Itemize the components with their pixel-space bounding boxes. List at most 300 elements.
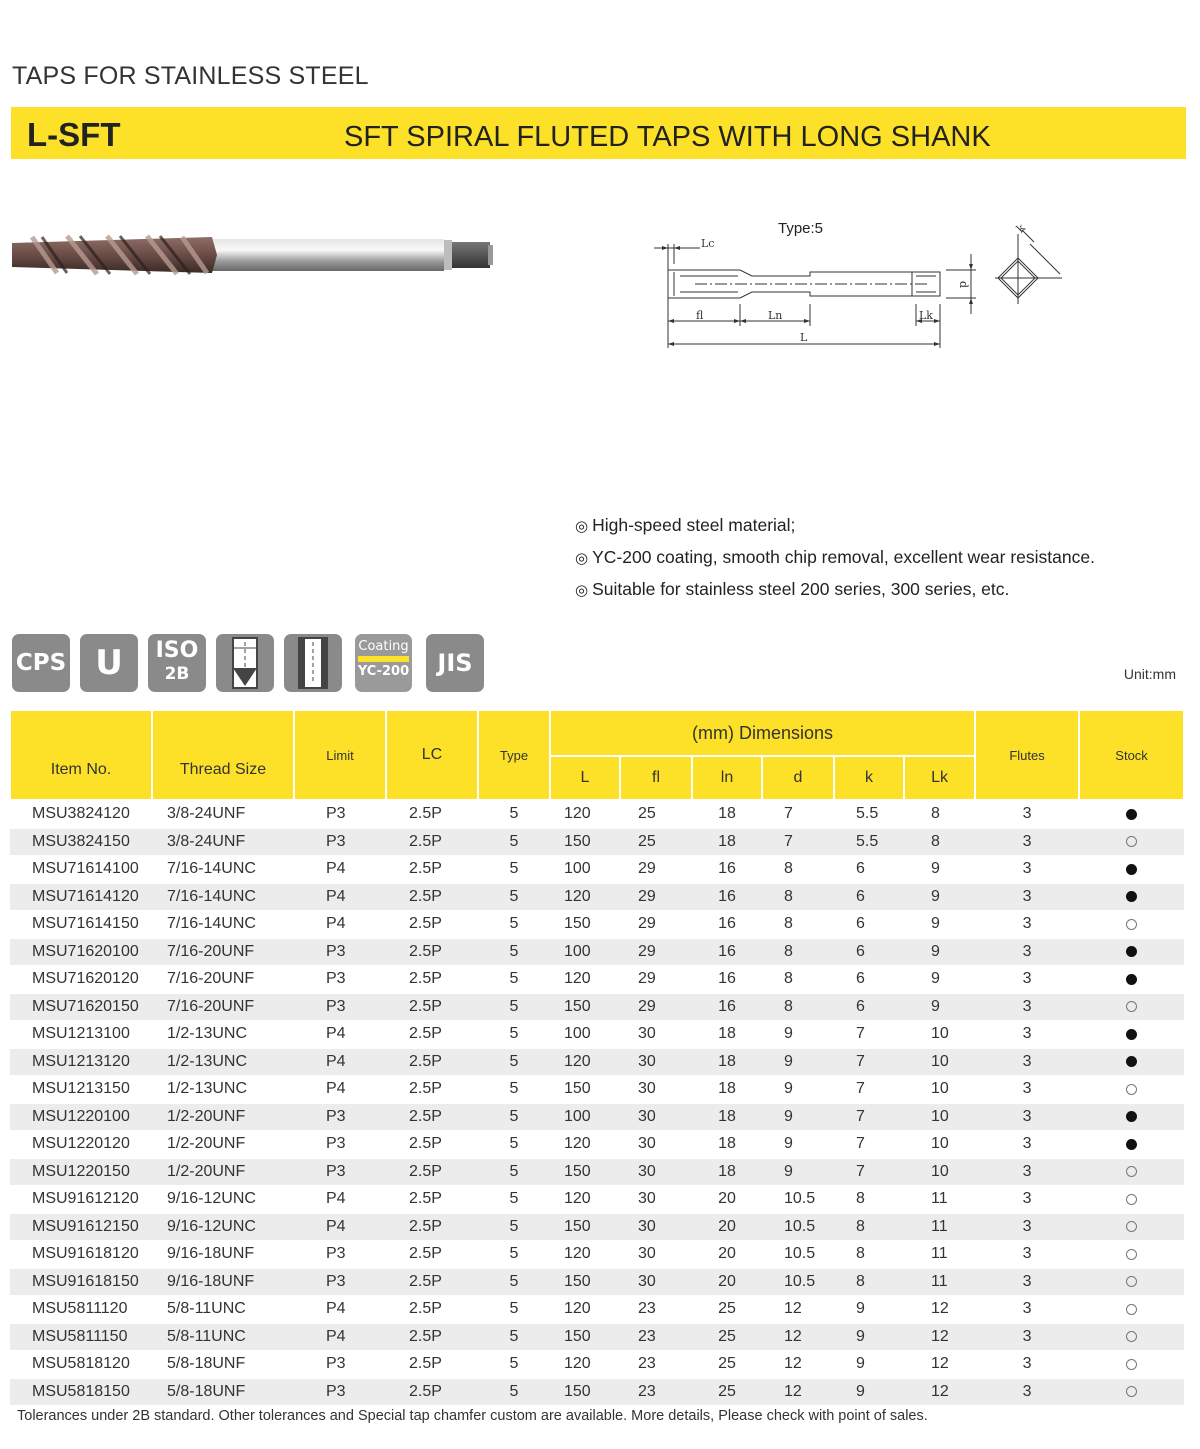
in-stock-icon — [1126, 864, 1137, 875]
cell-flutes: 3 — [975, 1241, 1079, 1269]
cell-L: 150 — [550, 993, 620, 1021]
cell-k: 8 — [834, 1213, 904, 1241]
cell-item: MSU91612150 — [10, 1213, 152, 1241]
cell-flutes: 3 — [975, 1323, 1079, 1351]
cell-stock — [1079, 911, 1184, 939]
cell-item: MSU71614100 — [10, 856, 152, 884]
cell-type: 5 — [478, 993, 550, 1021]
cell-d: 8 — [762, 911, 834, 939]
cell-type: 5 — [478, 1213, 550, 1241]
cell-item: MSU71620120 — [10, 966, 152, 994]
drawing-fl-label: fl — [696, 309, 704, 322]
cell-k: 5.5 — [834, 828, 904, 856]
table-row — [10, 911, 1184, 939]
cell-k: 8 — [834, 1268, 904, 1296]
cell-thread: 1/2-13UNC — [152, 1048, 294, 1076]
cell-ln: 20 — [692, 1268, 762, 1296]
cell-type: 5 — [478, 856, 550, 884]
cell-limit: P4 — [294, 1048, 386, 1076]
cell-limit: P4 — [294, 1296, 386, 1324]
table-row — [10, 1323, 1184, 1351]
cell-k: 7 — [834, 1076, 904, 1104]
cell-stock — [1079, 966, 1184, 994]
cell-limit: P3 — [294, 1241, 386, 1269]
cell-thread: 1/2-20UNF — [152, 1131, 294, 1159]
cell-item: MSU71620150 — [10, 993, 152, 1021]
cell-item: MSU3824150 — [10, 828, 152, 856]
u-badge: U — [80, 634, 138, 692]
cell-k: 7 — [834, 1021, 904, 1049]
cell-k: 9 — [834, 1296, 904, 1324]
cell-limit: P4 — [294, 1076, 386, 1104]
cell-d: 12 — [762, 1296, 834, 1324]
cell-fl: 30 — [620, 1241, 692, 1269]
table-row — [10, 1076, 1184, 1104]
table-row — [10, 938, 1184, 966]
cell-lc: 2.5P — [386, 1021, 478, 1049]
cell-limit: P3 — [294, 1103, 386, 1131]
out-of-stock-icon — [1126, 1386, 1137, 1397]
cell-lk: 9 — [904, 856, 975, 884]
in-stock-icon — [1126, 1139, 1137, 1150]
cell-fl: 25 — [620, 800, 692, 828]
table-row — [10, 1186, 1184, 1214]
cell-L: 120 — [550, 1351, 620, 1379]
cell-k: 9 — [834, 1323, 904, 1351]
in-stock-icon — [1126, 1056, 1137, 1067]
cell-ln: 16 — [692, 938, 762, 966]
table-row — [10, 1131, 1184, 1159]
cell-limit: P4 — [294, 911, 386, 939]
out-of-stock-icon — [1126, 1166, 1137, 1177]
cell-thread: 1/2-20UNF — [152, 1103, 294, 1131]
cell-limit: P3 — [294, 1268, 386, 1296]
cell-stock — [1079, 1048, 1184, 1076]
bullet-icon: ◎ — [575, 582, 589, 599]
header-l: L — [550, 756, 620, 800]
cell-L: 150 — [550, 1378, 620, 1406]
cell-ln: 20 — [692, 1241, 762, 1269]
cell-flutes: 3 — [975, 1048, 1079, 1076]
cell-k: 7 — [834, 1131, 904, 1159]
out-of-stock-icon — [1126, 1221, 1137, 1232]
footnote: Tolerances under 2B standard. Other tolerances and Special tap chamfer custom are available. More details, Please check with point of sales. — [17, 1408, 928, 1424]
cell-fl: 30 — [620, 1103, 692, 1131]
cell-flutes: 3 — [975, 828, 1079, 856]
cell-k: 6 — [834, 938, 904, 966]
cell-k: 7 — [834, 1103, 904, 1131]
cell-lc: 2.5P — [386, 1296, 478, 1324]
cell-d: 9 — [762, 1131, 834, 1159]
table-row — [10, 883, 1184, 911]
cell-L: 150 — [550, 1158, 620, 1186]
cell-limit: P4 — [294, 1213, 386, 1241]
cell-k: 6 — [834, 993, 904, 1021]
cell-lk: 11 — [904, 1213, 975, 1241]
cell-d: 10.5 — [762, 1213, 834, 1241]
out-of-stock-icon — [1126, 1359, 1137, 1370]
cell-k: 6 — [834, 883, 904, 911]
table-row — [10, 1158, 1184, 1186]
cell-stock — [1079, 1351, 1184, 1379]
out-of-stock-icon — [1126, 1194, 1137, 1205]
drawing-ln-label: Ln — [768, 309, 783, 322]
cell-lk: 11 — [904, 1268, 975, 1296]
cell-ln: 16 — [692, 856, 762, 884]
cell-k: 6 — [834, 856, 904, 884]
cell-lk: 8 — [904, 828, 975, 856]
cell-type: 5 — [478, 1241, 550, 1269]
table-row — [10, 828, 1184, 856]
type-5-dimension-drawing — [640, 214, 1070, 354]
cell-d: 12 — [762, 1323, 834, 1351]
cell-L: 150 — [550, 1213, 620, 1241]
cell-type: 5 — [478, 1131, 550, 1159]
cell-lk: 11 — [904, 1186, 975, 1214]
cell-flutes: 3 — [975, 938, 1079, 966]
cell-thread: 7/16-14UNC — [152, 911, 294, 939]
cell-ln: 18 — [692, 828, 762, 856]
cell-thread: 7/16-20UNF — [152, 938, 294, 966]
cell-item: MSU71614150 — [10, 911, 152, 939]
cell-item: MSU1213100 — [10, 1021, 152, 1049]
feature-item: ◎ YC-200 coating, smooth chip removal, excellent wear resistance. — [575, 547, 1095, 567]
cell-type: 5 — [478, 1021, 550, 1049]
cell-k: 7 — [834, 1158, 904, 1186]
cell-lc: 2.5P — [386, 1158, 478, 1186]
cell-k: 9 — [834, 1351, 904, 1379]
cell-d: 9 — [762, 1048, 834, 1076]
cell-flutes: 3 — [975, 1351, 1079, 1379]
cell-flutes: 3 — [975, 1158, 1079, 1186]
header-fl: fl — [620, 756, 692, 800]
cell-ln: 18 — [692, 1131, 762, 1159]
cell-flutes: 3 — [975, 1103, 1079, 1131]
cell-item: MSU1213120 — [10, 1048, 152, 1076]
cell-ln: 18 — [692, 1048, 762, 1076]
cell-lk: 12 — [904, 1323, 975, 1351]
cell-thread: 7/16-20UNF — [152, 993, 294, 1021]
drawing-d-label: d — [957, 281, 970, 289]
out-of-stock-icon — [1126, 1276, 1137, 1287]
cell-fl: 30 — [620, 1186, 692, 1214]
table-row — [10, 1351, 1184, 1379]
cell-lc: 2.5P — [386, 966, 478, 994]
cell-item: MSU91612120 — [10, 1186, 152, 1214]
cell-limit: P4 — [294, 1323, 386, 1351]
cell-d: 9 — [762, 1021, 834, 1049]
through-hole-icon — [284, 634, 342, 692]
out-of-stock-icon — [1126, 919, 1137, 930]
cell-ln: 18 — [692, 1103, 762, 1131]
cell-d: 8 — [762, 856, 834, 884]
drawing-l-label: L — [800, 331, 808, 344]
out-of-stock-icon — [1126, 1084, 1137, 1095]
cell-d: 8 — [762, 883, 834, 911]
cell-thread: 1/2-20UNF — [152, 1158, 294, 1186]
cell-item: MSU91618120 — [10, 1241, 152, 1269]
iso-2b-badge: ISO 2B — [148, 634, 206, 692]
cell-type: 5 — [478, 800, 550, 828]
drawing-lk-label: Lk — [919, 309, 933, 322]
table-row — [10, 1268, 1184, 1296]
header-item-no: Item No. — [10, 710, 152, 800]
cell-d: 9 — [762, 1076, 834, 1104]
table-row — [10, 1378, 1184, 1406]
cell-ln: 25 — [692, 1378, 762, 1406]
cell-thread: 9/16-12UNC — [152, 1213, 294, 1241]
coating-color-bar — [358, 656, 409, 662]
table-row — [10, 1021, 1184, 1049]
cell-L: 100 — [550, 1103, 620, 1131]
cell-stock — [1079, 800, 1184, 828]
cell-type: 5 — [478, 1296, 550, 1324]
out-of-stock-icon — [1126, 1331, 1137, 1342]
cell-lk: 9 — [904, 911, 975, 939]
cell-fl: 29 — [620, 883, 692, 911]
cell-ln: 16 — [692, 911, 762, 939]
cell-fl: 23 — [620, 1378, 692, 1406]
cell-ln: 25 — [692, 1323, 762, 1351]
cell-type: 5 — [478, 1103, 550, 1131]
cell-type: 5 — [478, 1186, 550, 1214]
header-lc: LC — [386, 710, 478, 800]
bullet-icon: ◎ — [575, 518, 589, 535]
cell-lc: 2.5P — [386, 1076, 478, 1104]
cell-stock — [1079, 856, 1184, 884]
cell-fl: 30 — [620, 1021, 692, 1049]
cell-fl: 25 — [620, 828, 692, 856]
cell-lk: 10 — [904, 1158, 975, 1186]
cell-L: 150 — [550, 1323, 620, 1351]
cell-ln: 16 — [692, 883, 762, 911]
cell-ln: 18 — [692, 800, 762, 828]
cell-stock — [1079, 1268, 1184, 1296]
cell-lc: 2.5P — [386, 800, 478, 828]
cell-item: MSU3824120 — [10, 800, 152, 828]
cell-item: MSU1220100 — [10, 1103, 152, 1131]
cell-thread: 5/8-11UNC — [152, 1323, 294, 1351]
out-of-stock-icon — [1126, 1001, 1137, 1012]
tap-product-image — [12, 227, 494, 293]
drawing-lc-label: Lc — [701, 237, 715, 250]
cell-lc: 2.5P — [386, 938, 478, 966]
cell-lk: 10 — [904, 1131, 975, 1159]
cell-L: 120 — [550, 1186, 620, 1214]
cell-k: 8 — [834, 1186, 904, 1214]
cell-flutes: 3 — [975, 1268, 1079, 1296]
cell-type: 5 — [478, 1378, 550, 1406]
feature-item: ◎ Suitable for stainless steel 200 series, 300 series, etc. — [575, 579, 1010, 599]
cell-flutes: 3 — [975, 993, 1079, 1021]
cell-ln: 20 — [692, 1186, 762, 1214]
header-d: d — [762, 756, 834, 800]
cell-lc: 2.5P — [386, 1241, 478, 1269]
cell-type: 5 — [478, 1351, 550, 1379]
cell-ln: 25 — [692, 1351, 762, 1379]
cell-thread: 5/8-11UNC — [152, 1296, 294, 1324]
cell-lk: 12 — [904, 1378, 975, 1406]
cell-stock — [1079, 1323, 1184, 1351]
cell-ln: 25 — [692, 1296, 762, 1324]
cell-fl: 30 — [620, 1213, 692, 1241]
cell-limit: P3 — [294, 1158, 386, 1186]
jis-badge: JIS — [426, 634, 484, 692]
cell-flutes: 3 — [975, 1076, 1079, 1104]
cell-type: 5 — [478, 1048, 550, 1076]
cell-fl: 30 — [620, 1048, 692, 1076]
cell-type: 5 — [478, 828, 550, 856]
table-row — [10, 800, 1184, 828]
cell-flutes: 3 — [975, 911, 1079, 939]
cell-lc: 2.5P — [386, 1186, 478, 1214]
cell-flutes: 3 — [975, 883, 1079, 911]
cell-k: 6 — [834, 911, 904, 939]
table-row — [10, 1048, 1184, 1076]
cell-k: 6 — [834, 966, 904, 994]
cell-k: 9 — [834, 1378, 904, 1406]
coating-badge: Coating YC-200 — [355, 634, 412, 692]
cell-lc: 2.5P — [386, 856, 478, 884]
cell-type: 5 — [478, 1323, 550, 1351]
cell-limit: P3 — [294, 966, 386, 994]
cell-limit: P3 — [294, 1131, 386, 1159]
cell-lc: 2.5P — [386, 1213, 478, 1241]
cell-stock — [1079, 1131, 1184, 1159]
cell-lk: 11 — [904, 1241, 975, 1269]
cell-lk: 10 — [904, 1048, 975, 1076]
cell-limit: P3 — [294, 993, 386, 1021]
cell-thread: 3/8-24UNF — [152, 800, 294, 828]
cell-fl: 30 — [620, 1158, 692, 1186]
header-flutes: Flutes — [975, 710, 1079, 800]
cell-ln: 16 — [692, 993, 762, 1021]
product-code: L-SFT — [27, 116, 121, 153]
out-of-stock-icon — [1126, 1249, 1137, 1260]
cell-L: 120 — [550, 1048, 620, 1076]
in-stock-icon — [1126, 946, 1137, 957]
cell-stock — [1079, 828, 1184, 856]
cell-type: 5 — [478, 1076, 550, 1104]
cell-flutes: 3 — [975, 856, 1079, 884]
cell-d: 8 — [762, 966, 834, 994]
cell-thread: 3/8-24UNF — [152, 828, 294, 856]
cell-type: 5 — [478, 1158, 550, 1186]
feature-list — [575, 510, 1095, 606]
cell-limit: P3 — [294, 800, 386, 828]
cell-lc: 2.5P — [386, 1131, 478, 1159]
cell-fl: 29 — [620, 911, 692, 939]
cell-item: MSU1213150 — [10, 1076, 152, 1104]
cell-thread: 1/2-13UNC — [152, 1076, 294, 1104]
cell-item: MSU1220120 — [10, 1131, 152, 1159]
cell-thread: 9/16-12UNC — [152, 1186, 294, 1214]
cell-type: 5 — [478, 1268, 550, 1296]
cell-flutes: 3 — [975, 1213, 1079, 1241]
cell-limit: P3 — [294, 938, 386, 966]
spec-table — [9, 709, 1185, 1406]
cell-fl: 29 — [620, 856, 692, 884]
header-k: k — [834, 756, 904, 800]
product-banner — [11, 107, 1186, 159]
cell-stock — [1079, 883, 1184, 911]
cell-thread: 1/2-13UNC — [152, 1021, 294, 1049]
cell-limit: P3 — [294, 828, 386, 856]
in-stock-icon — [1126, 1111, 1137, 1122]
table-row — [10, 856, 1184, 884]
cell-L: 100 — [550, 1021, 620, 1049]
cell-stock — [1079, 1378, 1184, 1406]
cell-item: MSU5811120 — [10, 1296, 152, 1324]
cell-lk: 9 — [904, 993, 975, 1021]
cell-flutes: 3 — [975, 1186, 1079, 1214]
cell-limit: P3 — [294, 1378, 386, 1406]
cell-L: 120 — [550, 1296, 620, 1324]
cell-limit: P4 — [294, 856, 386, 884]
cell-L: 150 — [550, 828, 620, 856]
cell-item: MSU5818150 — [10, 1378, 152, 1406]
drawing-k-label: k — [1013, 221, 1028, 236]
cell-d: 9 — [762, 1103, 834, 1131]
cell-L: 100 — [550, 856, 620, 884]
cell-thread: 9/16-18UNF — [152, 1241, 294, 1269]
cell-stock — [1079, 1241, 1184, 1269]
cell-ln: 18 — [692, 1021, 762, 1049]
header-limit: Limit — [294, 710, 386, 800]
cell-ln: 18 — [692, 1076, 762, 1104]
cell-flutes: 3 — [975, 800, 1079, 828]
cell-limit: P3 — [294, 1351, 386, 1379]
cell-lc: 2.5P — [386, 993, 478, 1021]
cell-L: 150 — [550, 1268, 620, 1296]
cell-flutes: 3 — [975, 966, 1079, 994]
page-title: TAPS FOR STAINLESS STEEL — [12, 62, 369, 90]
cell-d: 10.5 — [762, 1241, 834, 1269]
cell-fl: 30 — [620, 1131, 692, 1159]
header-lk: Lk — [904, 756, 975, 800]
cell-k: 7 — [834, 1048, 904, 1076]
cell-limit: P4 — [294, 1186, 386, 1214]
cell-lc: 2.5P — [386, 1351, 478, 1379]
cell-stock — [1079, 1213, 1184, 1241]
cell-thread: 5/8-18UNF — [152, 1351, 294, 1379]
cell-lc: 2.5P — [386, 1268, 478, 1296]
in-stock-icon — [1126, 809, 1137, 820]
cell-stock — [1079, 1158, 1184, 1186]
product-headline: SFT SPIRAL FLUTED TAPS WITH LONG SHANK — [344, 121, 991, 153]
cell-lc: 2.5P — [386, 1378, 478, 1406]
cell-thread: 7/16-20UNF — [152, 966, 294, 994]
cell-lc: 2.5P — [386, 1103, 478, 1131]
header-thread-size: Thread Size — [152, 710, 294, 800]
cell-lk: 10 — [904, 1103, 975, 1131]
cell-type: 5 — [478, 966, 550, 994]
header-stock: Stock — [1079, 710, 1184, 800]
cell-L: 150 — [550, 911, 620, 939]
cell-thread: 7/16-14UNC — [152, 883, 294, 911]
cell-fl: 29 — [620, 993, 692, 1021]
cell-lk: 9 — [904, 966, 975, 994]
cell-thread: 5/8-18UNF — [152, 1378, 294, 1406]
cell-flutes: 3 — [975, 1131, 1079, 1159]
cell-k: 5.5 — [834, 800, 904, 828]
table-row — [10, 1241, 1184, 1269]
cell-lk: 9 — [904, 883, 975, 911]
table-row — [10, 993, 1184, 1021]
feature-item: ◎ High-speed steel material; — [575, 515, 796, 535]
cell-lc: 2.5P — [386, 883, 478, 911]
in-stock-icon — [1126, 1029, 1137, 1040]
